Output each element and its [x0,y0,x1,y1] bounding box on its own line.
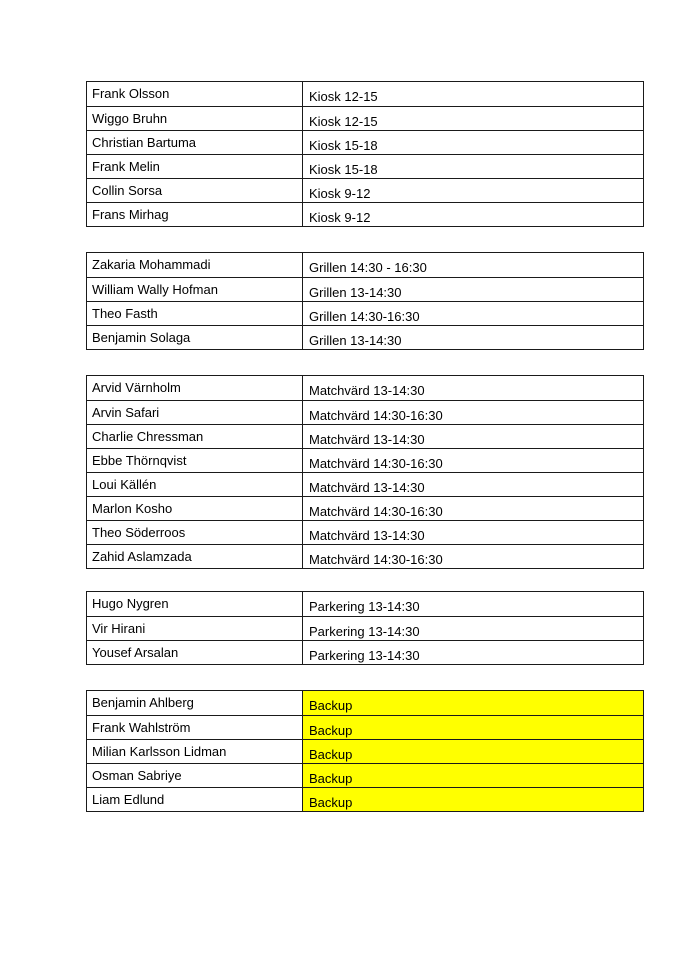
table-row [87,376,643,400]
table-row [87,130,643,154]
table-row [87,715,643,739]
table-row [87,154,643,178]
table-row [87,301,643,325]
assignment-cell: Matchvärd 14:30-16:30 [309,456,443,471]
assignment-cell: Backup [303,740,643,763]
person-name-cell: Yousef Arsalan [87,641,303,664]
table-row [87,253,643,277]
assignment-cell: Parkering 13-14:30 [309,624,420,639]
table-row [87,400,643,424]
schedule-table-kiosk [86,81,644,227]
assignment-cell: Kiosk 12-15 [309,89,378,104]
assignment-cell: Matchvärd 14:30-16:30 [309,552,443,567]
assignment-cell: Kiosk 12-15 [309,114,378,129]
assignment-cell: Matchvärd 13-14:30 [309,480,425,495]
person-name-cell: Arvin Safari [87,401,303,424]
table-row [87,763,643,787]
person-name-cell: Frank Olsson [87,82,303,106]
table-row [87,691,643,715]
table-row [87,592,643,616]
assignment-cell: Parkering 13-14:30 [309,648,420,663]
person-name-cell: Frans Mirhag [87,203,303,226]
assignment-cell: Backup [303,716,643,739]
person-name-cell: Theo Fasth [87,302,303,325]
person-name-cell: Zakaria Mohammadi [87,253,303,277]
person-name-cell: Frank Wahlström [87,716,303,739]
assignment-cell: Matchvärd 14:30-16:30 [309,504,443,519]
table-row [87,787,643,811]
table-row [87,640,643,664]
table-row [87,424,643,448]
assignment-cell: Matchvärd 14:30-16:30 [309,408,443,423]
person-name-cell: Theo Söderroos [87,521,303,544]
assignment-cell: Kiosk 9-12 [309,186,371,201]
assignment-cell: Grillen 14:30 - 16:30 [309,260,427,275]
schedule-table-backup [86,690,644,812]
person-name-cell: Charlie Chressman [87,425,303,448]
assignment-cell: Backup [303,691,643,715]
table-row [87,472,643,496]
person-name-cell: Wiggo Bruhn [87,107,303,130]
assignment-cell: Kiosk 9-12 [309,210,371,225]
person-name-cell: Collin Sorsa [87,179,303,202]
table-row [87,520,643,544]
table-row [87,202,643,226]
table-row [87,82,643,106]
assignment-cell: Backup [303,788,643,811]
person-name-cell: Liam Edlund [87,788,303,811]
person-name-cell: Ebbe Thörnqvist [87,449,303,472]
person-name-cell: Frank Melin [87,155,303,178]
schedule-table-grillen [86,252,644,350]
person-name-cell: Loui Källén [87,473,303,496]
assignment-cell: Backup [303,764,643,787]
assignment-cell: Matchvärd 13-14:30 [309,432,425,447]
person-name-cell: Milian Karlsson Lidman [87,740,303,763]
person-name-cell: Zahid Aslamzada [87,545,303,568]
assignment-cell: Kiosk 15-18 [309,162,378,177]
schedule-table-matchvard [86,375,644,569]
person-name-cell: Marlon Kosho [87,497,303,520]
assignment-cell: Grillen 13-14:30 [309,285,402,300]
assignment-cell: Grillen 14:30-16:30 [309,309,420,324]
schedule-table-parkering [86,591,644,665]
person-name-cell: William Wally Hofman [87,278,303,301]
table-row [87,448,643,472]
person-name-cell: Christian Bartuma [87,131,303,154]
table-row [87,496,643,520]
table-row [87,277,643,301]
assignment-cell: Parkering 13-14:30 [309,599,420,614]
person-name-cell: Arvid Värnholm [87,376,303,400]
table-row [87,106,643,130]
assignment-cell: Matchvärd 13-14:30 [309,383,425,398]
assignment-cell: Grillen 13-14:30 [309,333,402,348]
person-name-cell: Hugo Nygren [87,592,303,616]
person-name-cell: Osman Sabriye [87,764,303,787]
table-row [87,616,643,640]
table-row [87,544,643,568]
table-row [87,739,643,763]
table-row [87,325,643,349]
assignment-cell: Kiosk 15-18 [309,138,378,153]
table-row [87,178,643,202]
person-name-cell: Benjamin Ahlberg [87,691,303,715]
person-name-cell: Benjamin Solaga [87,326,303,349]
assignment-cell: Matchvärd 13-14:30 [309,528,425,543]
person-name-cell: Vir Hirani [87,617,303,640]
